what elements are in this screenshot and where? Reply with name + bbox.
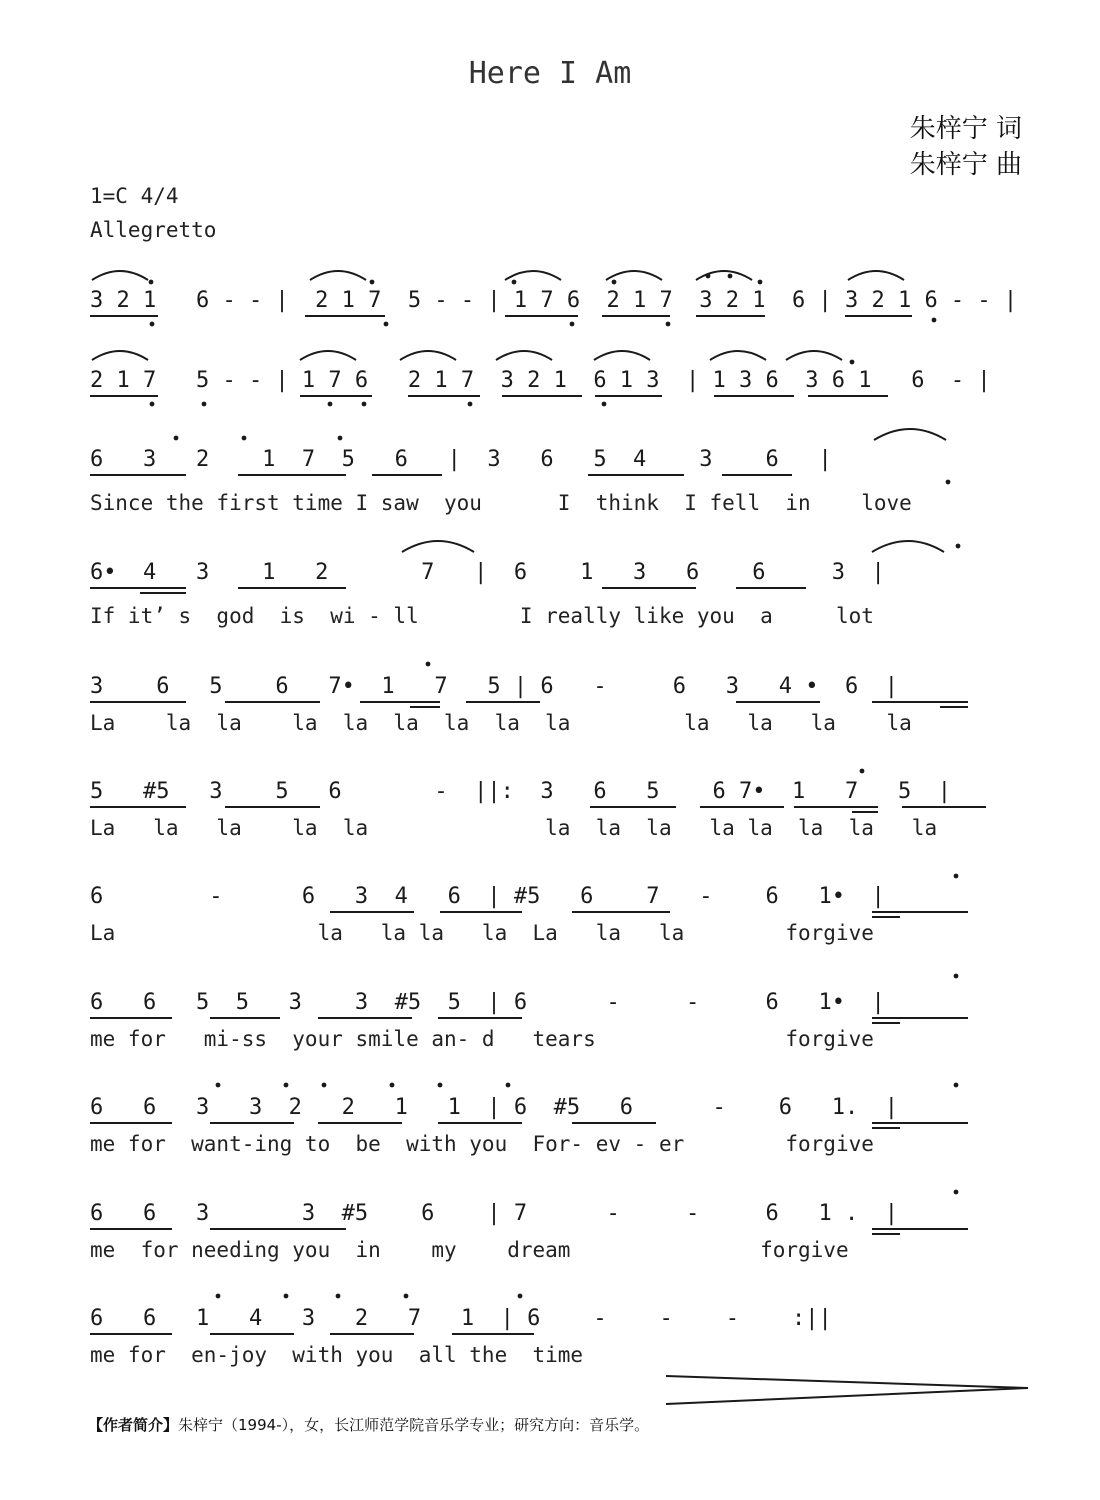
octave-dot — [216, 1294, 221, 1299]
octave-dot — [284, 1083, 289, 1088]
lyric-line-9: me for want-ing to be with you For- ev - er forgive — [90, 1132, 874, 1156]
octave-dot — [384, 322, 389, 327]
octave-dot — [150, 402, 155, 407]
song-title: Here I Am — [468, 56, 632, 91]
octave-dot — [338, 436, 343, 441]
slur — [300, 351, 356, 360]
notation-line-10: 6 6 3 3 #5 6 | 7 - - 6 1 . | — [90, 1201, 898, 1226]
notation-line-9: 6 6 3 3 2 2 1 1 | 6 #5 6 - 6 1. | — [90, 1095, 898, 1120]
octave-dot — [706, 274, 711, 279]
octave-dot — [518, 1294, 523, 1299]
octave-dot — [438, 1083, 443, 1088]
octave-dot — [758, 280, 763, 285]
lyric-line-11: me for en-joy with you all the time — [90, 1343, 584, 1367]
author-bio-label: 【作者简介】 — [88, 1416, 179, 1434]
composer-credit: 朱梓宁 曲 — [909, 150, 1022, 180]
slur — [92, 351, 148, 360]
lyric-line-10: me for needing you in my dream forgive — [90, 1238, 849, 1262]
octave-dot — [956, 544, 961, 549]
octave-dot — [322, 1083, 327, 1088]
octave-dot — [216, 1083, 221, 1088]
lyric-line-8: me for mi-ss your smile an- d tears forgive — [90, 1027, 874, 1051]
slur — [92, 271, 148, 280]
notation-line-11: 6 6 1 4 3 2 7 1 | 6 - - - :|| — [90, 1306, 832, 1331]
author-bio — [88, 1414, 649, 1435]
notation-line-6: 5 #5 3 5 6 - ||: 3 6 5 6 7• 1 7 5 | — [90, 779, 951, 804]
slur — [606, 271, 662, 280]
lyricist-credit: 朱梓宁 词 — [909, 114, 1022, 144]
octave-dot — [362, 402, 367, 407]
notation-line-1: 3 2 1 6 - - | 2 1 7 5 - - | 1 7 6 2 1 7 3 2 1 6 | 3 2 1 6 - - | — [90, 288, 1018, 313]
lyric-line-6: La la la la la la la la la la la la la — [90, 816, 938, 840]
key-signature: 1=C 4/4 — [90, 184, 179, 208]
octave-dot — [850, 360, 855, 365]
notation-line-3: 6 3 2 1 7 5 6 | 3 6 5 4 3 6 | — [90, 447, 832, 472]
notation-line-4: 6• 4 3 1 2 7 | 6 1 3 6 6 3 | — [90, 560, 885, 585]
slur — [872, 541, 944, 552]
slur — [505, 271, 561, 280]
octave-dot — [468, 402, 473, 407]
lyric-line-7: La la la la la La la la forgive — [90, 921, 874, 945]
octave-dot — [602, 402, 607, 407]
slur — [400, 351, 456, 360]
octave-dot — [512, 280, 517, 285]
octave-dot — [946, 480, 951, 485]
octave-dot — [666, 322, 671, 327]
octave-dot — [149, 280, 154, 285]
octave-dot — [370, 280, 375, 285]
octave-dot — [570, 322, 575, 327]
notation-line-2: 2 1 7 5 - - | 1 7 6 2 1 7 3 2 1 6 1 3 | 1 3 6 3 6 1 6 - | — [90, 368, 991, 393]
octave-dot — [242, 436, 247, 441]
octave-dot — [336, 1294, 341, 1299]
author-bio-text: 朱梓宁（1994-），女，长江师范学院音乐学专业；研究方向：音乐学。 — [178, 1416, 650, 1434]
octave-dot — [860, 769, 865, 774]
octave-dot — [612, 280, 617, 285]
octave-dot — [426, 662, 431, 667]
notation-line-7: 6 - 6 3 4 6 | #5 6 7 - 6 1• | — [90, 884, 885, 909]
octave-dot — [150, 322, 155, 327]
octave-dot — [328, 402, 333, 407]
octave-dot — [202, 402, 207, 407]
slur — [848, 271, 904, 280]
octave-dot — [390, 1083, 395, 1088]
slur — [594, 351, 650, 360]
octave-dot — [404, 1294, 409, 1299]
octave-dot — [954, 1190, 959, 1195]
octave-dot — [954, 974, 959, 979]
octave-dot — [174, 436, 179, 441]
octave-dot — [506, 1083, 511, 1088]
notation-line-5: 3 6 5 6 7• 1 7 5 | 6 - 6 3 4 • 6 | — [90, 674, 898, 699]
slur — [310, 271, 366, 280]
octave-dot — [284, 1294, 289, 1299]
notation-line-8: 6 6 5 5 3 3 #5 5 | 6 - - 6 1• | — [90, 990, 885, 1015]
decrescendo-hairpin — [666, 1376, 1028, 1404]
tempo-marking: Allegretto — [90, 218, 217, 242]
slur — [786, 351, 842, 360]
slur — [496, 351, 552, 360]
slur — [710, 351, 766, 360]
slur — [402, 541, 474, 552]
slur — [696, 271, 752, 280]
octave-dot — [728, 274, 733, 279]
octave-dot — [954, 1083, 959, 1088]
lyric-line-5: La la la la la la la la la la la la la — [90, 711, 912, 735]
lyric-line-3: Since the first time I saw you I think I fell in love — [90, 491, 912, 515]
octave-dot — [932, 318, 937, 323]
lyric-line-4: If it’ s god is wi - ll I really like you a lot — [90, 604, 874, 628]
octave-dot — [954, 874, 959, 879]
slur — [874, 429, 946, 440]
